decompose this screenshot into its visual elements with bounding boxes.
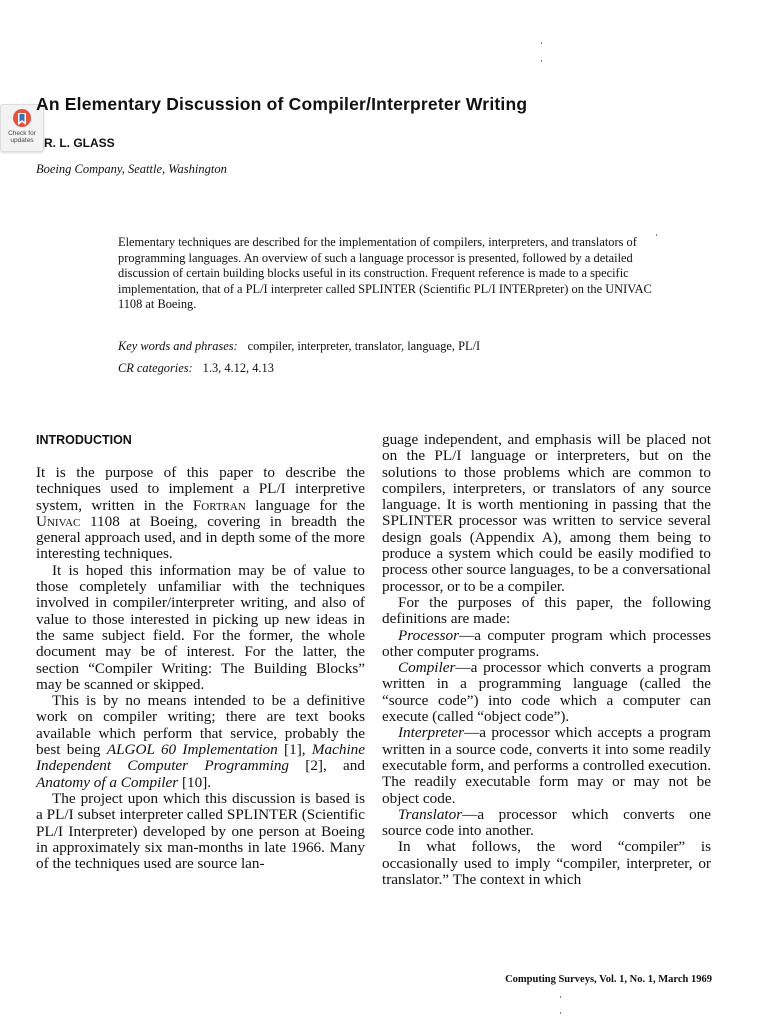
definition-translator: Translator—a processor which converts one source code into another. <box>382 805 711 840</box>
cr-categories-value: 1.3, 4.12, 4.13 <box>202 361 274 375</box>
body-paragraph-continued: guage independent, and emphasis will be placed not on the PL/I language or interpreters, but on the solutions to those problems which are common to compilers, interpreters, or translators of any source language. It is worth mentioning in passing that the SPLINTER processor was written to service several design goals (Appendix A), among them being to produce a system which could be easily modified to process other source languages, to be a conversational processor, or to be a compiler. <box>382 431 711 595</box>
paper-title: An Elementary Discussion of Compiler/Interpreter Writing <box>36 94 528 114</box>
right-column <box>382 432 711 888</box>
definition-compiler: Compiler—a processor which converts a program written in a programming language (called the “source code”) into code which a computer can execute (called “object code”). <box>382 659 711 726</box>
cr-categories-line <box>118 361 674 376</box>
keywords-line <box>118 339 674 354</box>
scan-speck <box>560 1012 561 1014</box>
body-paragraph-compiler-usage: In what follows, the word “compiler” is occasionally used to imply “compiler, interpreter, or translator.” The context in which <box>382 838 711 889</box>
cr-categories-label: CR categories: <box>118 361 193 375</box>
abstract: Elementary techniques are described for the implementation of compilers, interpreters, and translators of programming languages. An overview of such a language processor is presented, followed by a detailed discussion of certain building blocks useful in its construction. Frequent reference is made to a specific implementation, that of a PL/I interpreter called SPLINTER (Scientific PL/I INTERpreter) on the UNIVAC 1108 at Boeing. <box>118 235 652 312</box>
intro-paragraph-4: The project upon which this discussion is based is a PL/I subset interpreter called SPLINTER (Scientific PL/I Interpreter) developed by one person at Boeing in approximately six man-months in late 1966. Many of the techniques used are source lan- <box>36 789 365 873</box>
intro-paragraph-3: This is by no means intended to be a definitive work on compiler writing; there are text books available which perform that service, probably the best being ALGOL 60 Implementation [1], Machine Independent Computer Programming [2], and Anatomy of a Compiler [10]. <box>36 692 365 791</box>
badge-label-line2: updates <box>10 137 34 144</box>
author-name: R. L. GLASS <box>44 136 115 150</box>
scan-speck <box>560 996 561 998</box>
author-affiliation: Boeing Company, Seattle, Washington <box>36 162 227 176</box>
bookmark-icon <box>12 108 32 130</box>
definition-interpreter: Interpreter—a processor which accepts a program written in a source code, converts it into some readily executable form, and performs a controlled execution. The readily executable form may or may not be object code. <box>382 724 711 807</box>
journal-footer: Computing Surveys, Vol. 1, No. 1, March 1969 <box>505 974 712 985</box>
left-column <box>36 465 365 872</box>
scan-speck <box>541 42 542 44</box>
definitions-intro: For the purposes of this paper, the following definitions are made: <box>382 593 711 628</box>
definition-processor: Processor—a computer program which processes other computer programs. <box>382 626 711 660</box>
section-heading-introduction: INTRODUCTION <box>36 433 132 447</box>
badge-label-line1: Check for <box>8 130 36 137</box>
scan-speck <box>656 234 657 236</box>
keywords-label: Key words and phrases: <box>118 339 238 353</box>
scan-speck <box>541 60 542 62</box>
intro-paragraph-2: It is hoped this information may be of value to those completely unfamiliar with the techniques involved in compiler/interpreter writing, and also of value to those interested in picking up new ideas in the same subject field. For the former, the whole document may be of interest. For the latter, the section “Compiler Writing: The Building Blocks” may be scanned or skipped. <box>36 561 365 693</box>
intro-paragraph-1: It is the purpose of this paper to describe the techniques used to implement a PL/I interpretive system, written in the Fortran language for the Univac 1108 at Boeing, covering in breadth the general approach used, and in depth some of the more interesting techniques. <box>36 464 365 563</box>
keywords-value: compiler, interpreter, translator, language, PL/I <box>247 339 481 353</box>
